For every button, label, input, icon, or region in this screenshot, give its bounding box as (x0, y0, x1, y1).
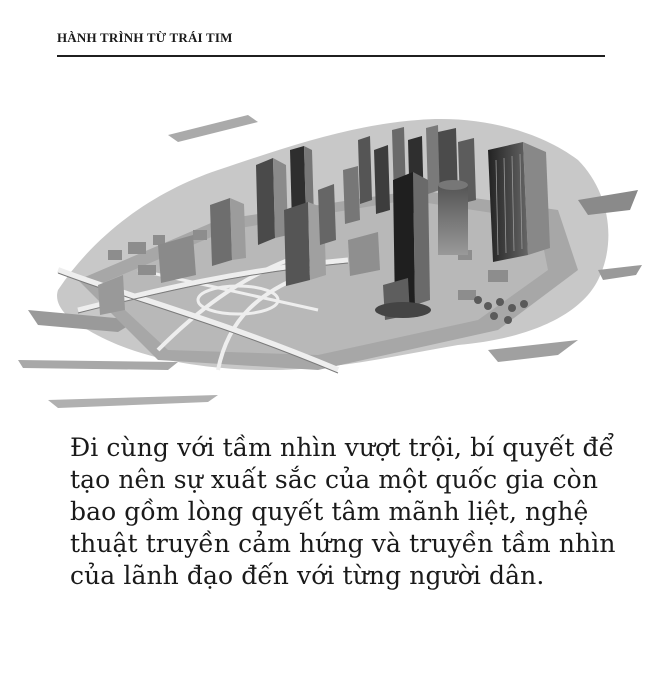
section-title: HÀNH TRÌNH TỪ TRÁI TIM (57, 30, 233, 45)
header-divider (57, 55, 605, 57)
page-header (57, 29, 605, 57)
body-paragraph: Đi cùng với tầm nhìn vượt trội, bí quyết để tạo nên sự xuất sắc của một quốc gia còn bao gồm lòng quyết tâm mãnh liệt, nghệ thuật truyền cảm hứng và truyền tầm nhìn của lãnh đạo đến với từng người dân. (70, 433, 616, 590)
city-skyline-illustration (18, 70, 642, 410)
